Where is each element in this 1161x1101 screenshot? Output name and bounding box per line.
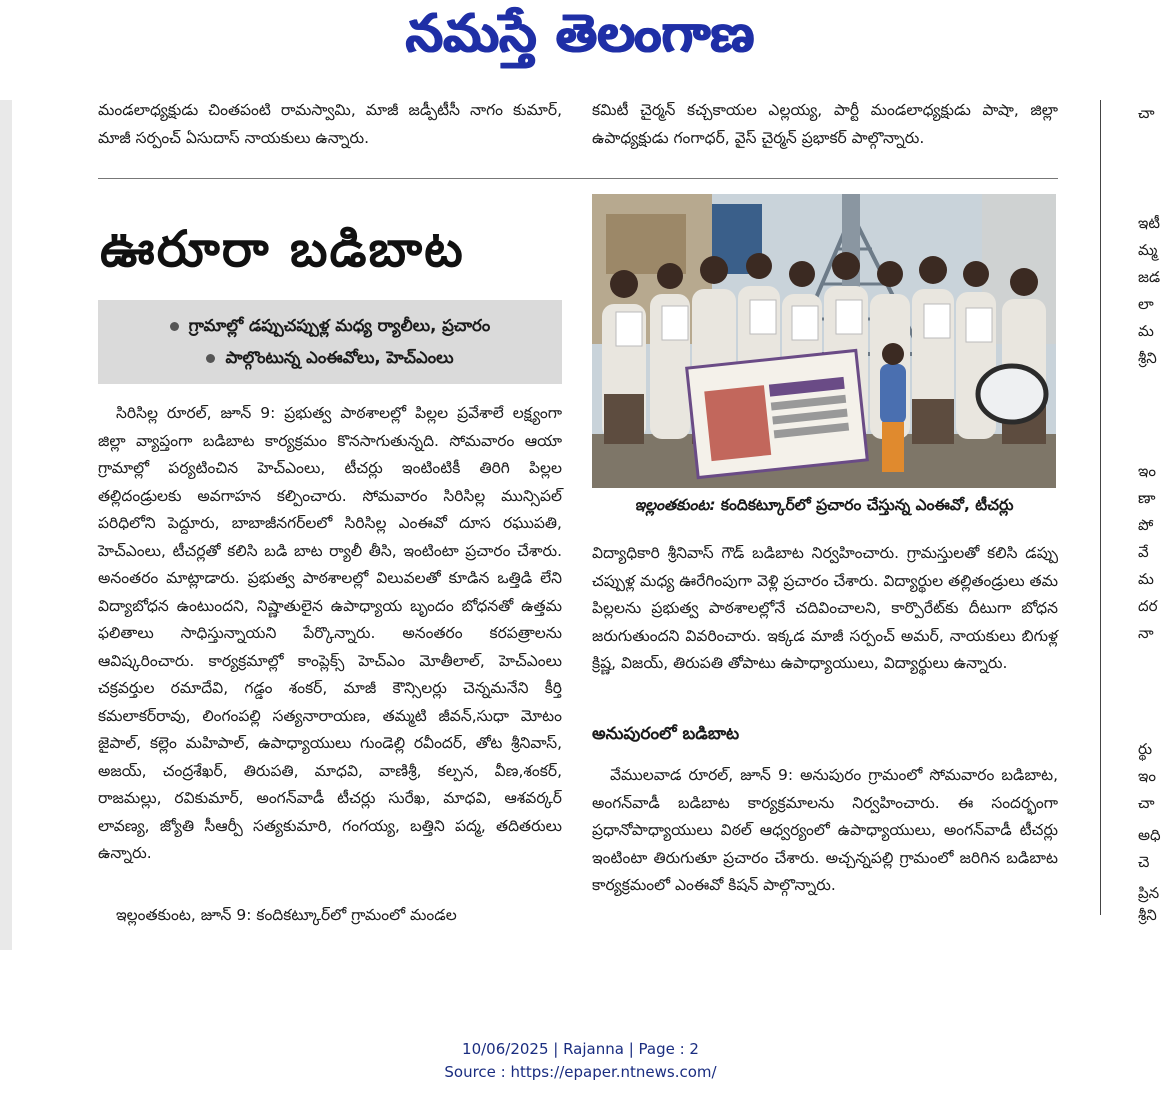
article-body-left: సిరిసిల్ల రూరల్, జూన్ 9: ప్రభుత్వ పాఠశాలల్లో పిల్లల ప్రవేశాలే లక్ష్యంగా జిల్లా వ్యాప్తంగా బడిబాట కార్యక్రమం కొనసాగుతున్నది. సోమవారం ఆయా గ్రామాల్లో పర్యటించిన హెచ్ఎంలు, టీచర్లు ఇంటింటికీ తిరిగి పిల్లల తల్లిదండ్రులకు అవగాహన కల్పించారు. సోమవారం సిరిసిల్ల మున్సిపల్ పరిధిలోని పెద్దూరు, బాబాజీనగర్‌లలో సిరిసిల్ల ఎంఈవో దూస రఘుపతి, హెచ్ఎంలు, టీచర్లతో కలిసి బడి బాట ర్యాలీ తీసి, ఇంటింటా ప్రచారం చేశారు. అనంతరం మాట్లాడారు. ప్రభుత్వ పాఠశాలల్లో విలువలతో కూడిన ఒత్తిడి లేని విద్యాబోధన ఉంటుందని, నిష్ణాతులైన ఉపాధ్యాయ బృందం బోధనతో ఉత్తమ ఫలితాలు సాధిస్తున్నాయని పేర్కొన్నారు. అనంతరం కరపత్రాలను ఆవిష్కరించారు. కార్యక్రమాల్లో కాంప్లెక్స్ హెచ్ఎం మోతీలాల్, హెచ్ఎంలు చక్రవర్తుల రమాదేవి, గడ్డం శంకర్, మాజీ కౌన్సిలర్లు చెన్నమనేని కీర్తి కమలాకర్‌రావు, లింగంపల్లి సత్యనారాయణ, తమ్మటి జీవన్,సుధా మోటం జైపాల్, కల్లెం మహిపాల్, ఉపాధ్యాయులు గుండెల్లి రవీందర్, తోట శ్రీనివాస్, అజయ్, చంద్రశేఖర్, తిరుపతి, మాధవి, వాణిశ్రీ, కల్పన, వీణ,శంకర్, రాజమల్లు, రవికుమార్, అంగన్‌వాడీ టీచర్లు సురేఖ, మాధవి, ఆశవర్కర్ లావణ్య, జ్యోతి సీఆర్పీ సత్యకుమారి, గంగయ్య, బత్తిని పద్మ, తదితరులు ఉన్నారు. [98,404,562,862]
fragment: ఇటీ [1138,214,1160,232]
column-divider-right [1100,100,1101,915]
footer-source-line: Source : https://epaper.ntnews.com/ [444,1063,717,1081]
fragment: అధి [1138,826,1161,844]
fragment: లా [1138,295,1154,313]
caption-text: కందికట్కూర్‌లో ప్రచారం చేస్తున్న ఎంఈవో, టీచర్లు [715,496,1014,514]
fragment: ఇం [1138,462,1156,480]
fragment: దర [1138,597,1158,615]
bullet-icon [170,322,179,331]
summary-point [206,342,453,374]
fragment: చా [1138,104,1155,122]
headline: ఊరూరా బడిబాట [100,220,465,278]
fragment: ర్థు [1138,740,1153,758]
fragment: నా [1138,624,1154,642]
photo-caption [592,493,1056,517]
fragment: చె [1138,853,1150,871]
summary-point-text: పాల్గొంటున్న ఎంఈవోలు, హెచ్ఎంలు [225,348,454,367]
fragment: శ్రీని [1138,906,1157,924]
summary-box [98,300,562,384]
photo-illustration [592,194,1056,488]
summary-point-text: గ్రామాల్లో డప్పుచప్పుళ్ల మధ్య ర్యాలీలు, ప్రచారం [188,316,491,335]
subheading: అనుపురంలో బడిబాట [592,724,740,744]
bullet-icon [206,354,215,363]
article-body-right: విద్యాధికారి శ్రీనివాస్ గౌడ్ బడిబాట నిర్వహించారు. గ్రామస్తులతో కలిసి డప్పు చప్పుళ్ల మధ్య ఊరేగింపుగా వెళ్లి ప్రచారం చేశారు. విద్యార్థుల తల్లితండ్రులు తమ పిల్లలను ప్రభుత్వ పాఠశాలల్లోనే చదివించాలని, కార్పొరేట్‌కు దీటుగా బోధన జరుగుతుందని వివరించారు. ఇక్కడ మాజీ సర్పంచ్ అమర్, నాయకులు బిగుళ్ల క్రిష్ణ, విజయ్, తిరుపతి తోపాటు ఉపాధ్యాయులు, విద్యార్థులు ఉన్నారు. [592,544,1058,672]
fragment: జడ [1138,268,1161,286]
fragment: వే [1138,543,1149,561]
fragment: ఇం [1138,767,1156,785]
masthead [0,0,1161,80]
article-photo [592,194,1056,488]
fragment: ణా [1138,489,1156,507]
page-edge-strip [0,100,12,950]
top-left-continuation: మండలాధ్యక్షుడు చింతపంటి రామస్వామి, మాజీ జడ్పీటీసీ నాగం కుమార్, మాజీ సర్పంచ్ ఏసుదాస్ నాయకులు ఉన్నారు. [98,101,562,147]
fragment: మ [1138,322,1154,340]
section-divider [98,178,1058,179]
neighbor-article-fragments [1138,100,1161,930]
fragment: పో [1138,516,1154,534]
fragment: ప్రిన [1138,884,1160,902]
fragment: శ్రీని [1138,349,1157,367]
fragment: చా [1138,794,1155,812]
top-right-continuation: కమిటీ చైర్మన్ కచ్చకాయల ఎల్లయ్య, పార్టీ మండలాధ్యక్షుడు పాషా, జిల్లా ఉపాధ్యక్షుడు గంగాధర్, వైస్ చైర్మన్ ప్రభాకర్ పాల్గొన్నారు. [592,101,1058,147]
article-body-right-2: వేములవాడ రూరల్, జూన్ 9: అనుపురం గ్రామంలో సోమవారం బడిబాట, అంగన్‌వాడీ బడిబాట కార్యక్రమాలను నిర్వహించారు. ఈ సందర్భంగా ప్రధానోపాధ్యాయులు విఠల్ ఆధ్వర్యంలో ఉపాధ్యాయులు, అంగన్‌వాడీ టీచర్లు ఇంటింటా తిరుగుతూ ప్రచారం చేశారు. అచ్చన్నపల్లి గ్రామంలో జరిగిన బడిబాట కార్యక్రమంలో ఎంఈవో కిషన్ పాల్గొన్నారు. [592,766,1058,894]
caption-place: ఇల్లంతకుంట: [634,496,716,514]
summary-point [170,310,490,342]
fragment: మ [1138,570,1154,588]
footer-edition-line: 10/06/2025 | Rajanna | Page : 2 [462,1040,699,1058]
fragment: మ్మ [1138,241,1158,259]
masthead-title: నమస్తే తెలంగాణ [406,3,755,64]
article-body-left-continued: ఇల్లంతకుంట, జూన్ 9: కందికట్కూర్‌లో గ్రామంలో మండల [116,906,457,924]
